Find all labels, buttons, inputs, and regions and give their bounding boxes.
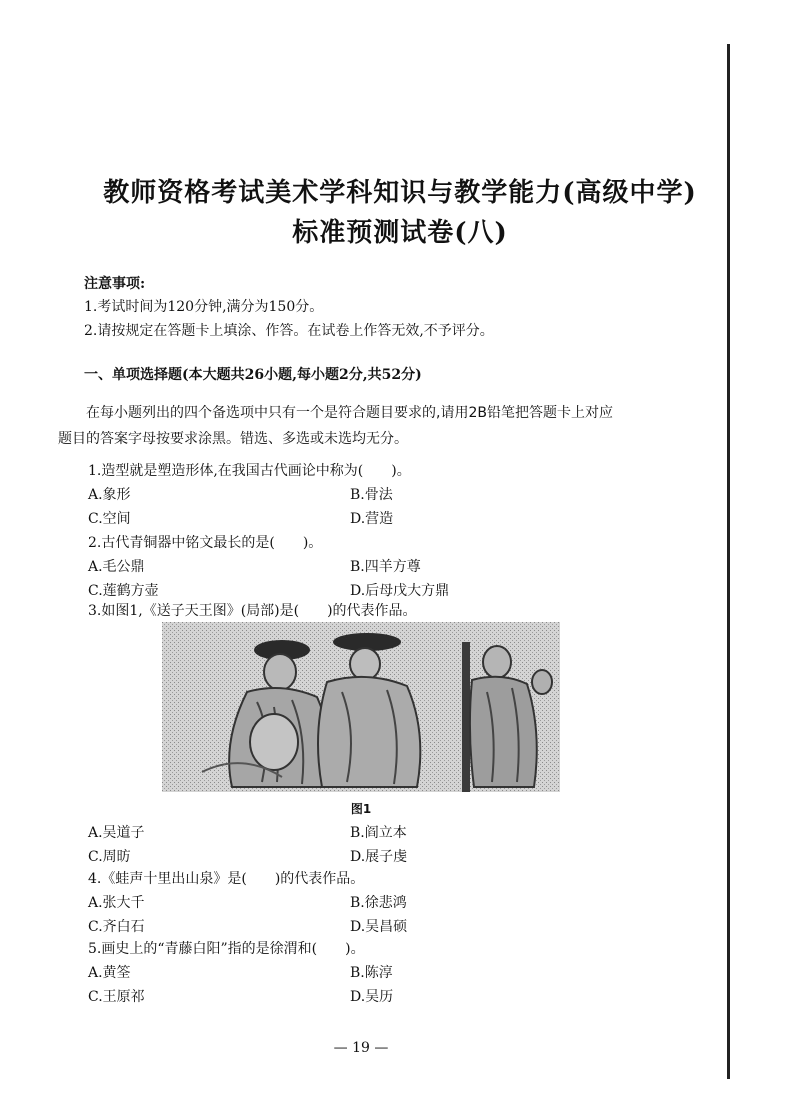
question-5-option-d: D.吴历 [350,989,394,1005]
question-3-option-c: C.周昉 [88,849,131,865]
question-4-option-c: C.齐白石 [88,919,145,935]
question-3-stem: 3.如图1,《送子天王图》(局部)是( )的代表作品。 [88,603,417,619]
question-4-option-b: B.徐悲鸿 [350,895,407,911]
notice-item-1: 1.考试时间为120分钟,满分为150分。 [84,299,324,315]
question-1-stem: 1.造型就是塑造形体,在我国古代画论中称为( )。 [88,463,411,479]
question-5-option-b: B.陈淳 [350,965,393,981]
section-heading: 一、单项选择题(本大题共26小题,每小题2分,共52分) [84,367,422,383]
question-4-stem: 4.《蛙声十里出山泉》是( )的代表作品。 [88,871,365,887]
notice-item-2: 2.请按规定在答题卡上填涂、作答。在试卷上作答无效,不予评分。 [84,323,494,339]
question-5-option-c: C.王原祁 [88,989,145,1005]
exam-title-line2: 标准预测试卷(八) [292,218,508,248]
question-4-option-d: D.吴昌硕 [350,919,408,935]
notice-heading: 注意事项: [84,276,146,292]
question-3-option-a: A.吴道子 [88,825,145,841]
figure-1-painting [162,622,560,792]
question-2-option-d: D.后母戊大方鼎 [350,583,450,599]
section-instruction [58,400,678,452]
question-1-option-a: A.象形 [88,487,131,503]
exam-title-line1: 教师资格考试美术学科知识与教学能力(高级中学) [103,178,697,208]
instruction-line-2: 题目的答案字母按要求涂黑。错选、多选或未选均无分。 [58,431,408,447]
question-2-stem: 2.古代青铜器中铭文最长的是( )。 [88,535,323,551]
question-1-option-b: B.骨法 [350,487,393,503]
painting-illustration [162,622,560,792]
page-number: — 19 — [333,1040,389,1056]
question-1-option-c: C.空间 [88,511,131,527]
question-5-option-a: A.黄筌 [88,965,131,981]
question-4-option-a: A.张大千 [88,895,145,911]
question-5-stem: 5.画史上的“青藤白阳”指的是徐渭和( )。 [88,941,365,957]
figure-1-caption: 图1 [350,802,372,816]
question-3-option-b: B.阎立本 [350,825,407,841]
question-2-option-c: C.莲鹤方壶 [88,583,159,599]
question-3-option-d: D.展子虔 [350,849,408,865]
question-1-option-d: D.营造 [350,511,394,527]
question-2-option-a: A.毛公鼎 [88,559,145,575]
question-2-option-b: B.四羊方尊 [350,559,421,575]
instruction-line-1: 在每小题列出的四个备选项中只有一个是符合题目要求的,请用2B铅笔把答题卡上对应 [86,405,613,421]
